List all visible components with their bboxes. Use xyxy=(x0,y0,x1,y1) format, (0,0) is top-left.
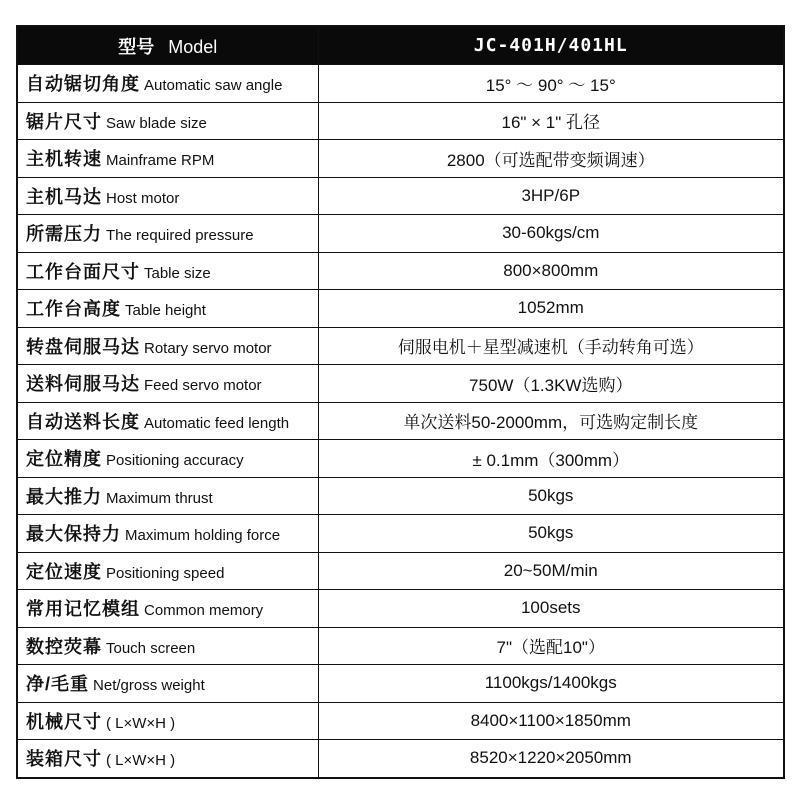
spec-label-cn: 净/毛重 xyxy=(26,674,90,695)
spec-label-cell xyxy=(17,477,318,515)
spec-label-cell xyxy=(17,65,318,103)
spec-value-cell: 8520×1220×2050mm xyxy=(318,740,784,778)
spec-label-cn: 最大保持力 xyxy=(26,524,121,545)
spec-label-cn: 主机马达 xyxy=(26,186,102,207)
spec-label-en: ( L×W×H ) xyxy=(106,714,176,732)
spec-value-cell: 伺服电机＋星型减速机（手动转角可选） xyxy=(318,327,784,365)
spec-label-en: Table height xyxy=(125,302,206,320)
spec-value-cell: 1052mm xyxy=(318,290,784,328)
spec-row xyxy=(17,252,784,290)
spec-row xyxy=(17,177,784,215)
spec-table-body xyxy=(17,65,784,778)
spec-row xyxy=(17,365,784,403)
spec-label-en: ( L×W×H ) xyxy=(106,752,176,770)
spec-value-cell: ± 0.1mm（300mm） xyxy=(318,440,784,478)
spec-row xyxy=(17,702,784,740)
model-label-en: Model xyxy=(168,36,218,57)
spec-label-cell xyxy=(17,215,318,253)
spec-label-en: Saw blade size xyxy=(106,114,207,132)
spec-label-cell xyxy=(17,365,318,403)
spec-label-cn: 工作台高度 xyxy=(26,299,121,320)
spec-label-cell xyxy=(17,402,318,440)
spec-label-en: Maximum thrust xyxy=(106,489,213,507)
spec-label-en: Automatic saw angle xyxy=(144,77,283,95)
spec-label-cell xyxy=(17,702,318,740)
spec-value-cell: 15° ～ 90° ～ 15° xyxy=(318,65,784,103)
model-label-cn: 型号 xyxy=(118,36,155,57)
model-label-cell xyxy=(17,26,318,65)
spec-label-cn: 定位速度 xyxy=(26,561,102,582)
spec-label-cell xyxy=(17,140,318,178)
spec-label-cn: 定位精度 xyxy=(26,449,102,470)
spec-label-cn: 数控荧幕 xyxy=(26,636,102,657)
spec-value-cell: 50kgs xyxy=(318,477,784,515)
spec-value-cell: 30-60kgs/cm xyxy=(318,215,784,253)
spec-label-en: Common memory xyxy=(144,602,264,620)
spec-row xyxy=(17,477,784,515)
spec-label-en: Net/gross weight xyxy=(93,677,205,695)
spec-value-cell: 8400×1100×1850mm xyxy=(318,702,784,740)
spec-value-cell: 2800（可选配带变频调速） xyxy=(318,140,784,178)
spec-label-cell xyxy=(17,515,318,553)
spec-row xyxy=(17,440,784,478)
spec-label-cn: 工作台面尺寸 xyxy=(26,261,140,282)
spec-label-cell xyxy=(17,440,318,478)
spec-value-cell: 800×800mm xyxy=(318,252,784,290)
spec-row xyxy=(17,740,784,778)
spec-label-cell xyxy=(17,252,318,290)
spec-label-cn: 最大推力 xyxy=(26,486,102,507)
spec-label-cn: 主机转速 xyxy=(26,149,102,170)
spec-label-en: Host motor xyxy=(106,189,180,207)
spec-label-cn: 装箱尺寸 xyxy=(26,749,102,770)
spec-label-cell xyxy=(17,590,318,628)
spec-label-cell xyxy=(17,177,318,215)
spec-label-cell xyxy=(17,665,318,703)
spec-row xyxy=(17,215,784,253)
spec-value-cell: 100sets xyxy=(318,590,784,628)
spec-label-cell xyxy=(17,552,318,590)
spec-label-cn: 锯片尺寸 xyxy=(26,111,102,132)
spec-label-cell xyxy=(17,740,318,778)
spec-table xyxy=(16,25,785,779)
spec-row xyxy=(17,65,784,103)
spec-row xyxy=(17,665,784,703)
spec-value-cell: 1100kgs/1400kgs xyxy=(318,665,784,703)
spec-value-cell: 3HP/6P xyxy=(318,177,784,215)
spec-label-cell xyxy=(17,290,318,328)
spec-row xyxy=(17,552,784,590)
spec-label-en: Feed servo motor xyxy=(144,377,262,395)
spec-label-cell xyxy=(17,327,318,365)
model-value-cell: JC-401H/401HL xyxy=(318,26,784,65)
spec-label-cn: 所需压力 xyxy=(26,224,102,245)
spec-label-en: Positioning accuracy xyxy=(106,452,244,470)
spec-label-cn: 自动送料长度 xyxy=(26,411,140,432)
spec-label-cn: 常用记忆模组 xyxy=(26,599,140,620)
spec-label-en: Maximum holding force xyxy=(125,527,281,545)
spec-label-en: Rotary servo motor xyxy=(144,339,272,357)
spec-label-en: Mainframe RPM xyxy=(106,152,215,170)
spec-label-cn: 机械尺寸 xyxy=(26,711,102,732)
spec-row xyxy=(17,102,784,140)
header-row xyxy=(17,26,784,65)
spec-label-en: Table size xyxy=(144,264,211,282)
spec-label-en: Positioning speed xyxy=(106,564,225,582)
spec-row xyxy=(17,402,784,440)
spec-label-cn: 送料伺服马达 xyxy=(26,374,140,395)
spec-label-en: Automatic feed length xyxy=(144,414,290,432)
spec-label-cn: 自动锯切角度 xyxy=(26,74,140,95)
spec-value-cell: 50kgs xyxy=(318,515,784,553)
spec-value-cell: 7"（选配10"） xyxy=(318,627,784,665)
spec-value-cell: 20~50M/min xyxy=(318,552,784,590)
spec-row xyxy=(17,327,784,365)
spec-row xyxy=(17,290,784,328)
spec-row xyxy=(17,140,784,178)
spec-label-en: The required pressure xyxy=(106,227,254,245)
spec-label-cell xyxy=(17,102,318,140)
spec-value-cell: 16" × 1" 孔径 xyxy=(318,102,784,140)
spec-label-cn: 转盘伺服马达 xyxy=(26,336,140,357)
spec-row xyxy=(17,590,784,628)
spec-row xyxy=(17,515,784,553)
spec-value-cell: 单次送料50-2000mm，可选购定制长度 xyxy=(318,402,784,440)
spec-label-en: Touch screen xyxy=(106,639,196,657)
spec-table-header xyxy=(17,26,784,65)
spec-value-cell: 750W（1.3KW选购） xyxy=(318,365,784,403)
spec-label-cell xyxy=(17,627,318,665)
spec-row xyxy=(17,627,784,665)
